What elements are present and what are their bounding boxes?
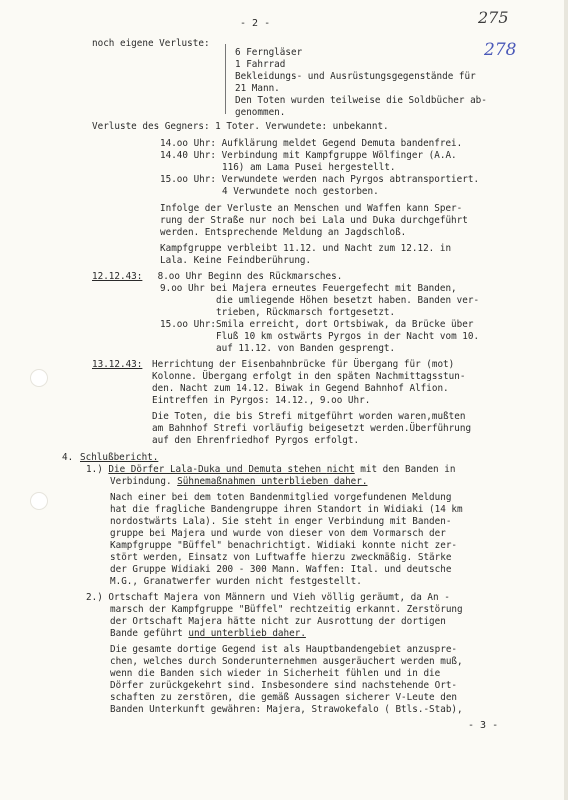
- date-heading: 13.12.43:: [92, 359, 143, 370]
- text-line: nordostwärts Lala). Sie steht in enger Verbindung mit Banden-: [110, 516, 452, 527]
- text-line: 6 Ferngläser: [235, 47, 303, 58]
- text-line: werden. Entsprechende Meldung an Jagdschloß.: [160, 227, 407, 238]
- text-line: 116) am Lama Pusei hergestellt.: [222, 162, 396, 173]
- text-line: Verbindung. Sühnemaßnahmen unterblieben daher.: [110, 476, 368, 487]
- text-line: Nach einer bei dem toten Bandenmitglied vorgefundenen Meldung: [110, 492, 452, 503]
- punch-hole: [30, 369, 48, 387]
- text-line: marsch der Kampfgruppe "Büffel" rechtzeitig erkannt. Zerstörung: [110, 604, 463, 615]
- section-number: 4.: [62, 452, 79, 463]
- text-line: auf 11.12. von Banden gesprengt.: [216, 343, 396, 354]
- text-line: wenn die Banden sich wieder in Sicherheit fühlen und in die: [110, 668, 441, 679]
- text-line: Verluste des Gegners: 1 Toter. Verwundete: unbekannt.: [92, 121, 389, 132]
- text-line: Infolge der Verluste an Menschen und Waffen kann Sper-: [160, 203, 463, 214]
- item-number: 2.) Ortschaft Majera von Männern und Vieh völlig geräumt, da An -: [86, 592, 450, 603]
- text-line: die umliegende Höhen besetzt haben. Banden ver-: [216, 295, 480, 306]
- date-heading: 12.12.43:: [92, 271, 143, 282]
- text-line: auf den Ehrenfriedhof Pyrgos erfolgt.: [152, 435, 360, 446]
- text-line: 8.oo Uhr Beginn des Rückmarsches.: [152, 271, 343, 282]
- archive-number-blue: 278: [484, 40, 517, 60]
- text-line: Bande geführt und unterblieb daher.: [110, 628, 306, 639]
- text-line: M.G., Granatwerfer wurden nicht festgestellt.: [110, 576, 362, 587]
- text-line: am Bahnhof Strefi vorläufig beigesetzt werden.Überführung: [152, 423, 472, 434]
- page-edge: [564, 0, 568, 800]
- page-number: - 2 -: [240, 18, 271, 29]
- text-line: schaften zu zerstören, die gemäß Aussagen sicherer V-Leute den: [110, 692, 458, 703]
- text-line: gruppe bei Majera und wurde von dieser von dem Vormarsch der: [110, 528, 446, 539]
- text-line: der Gruppe Widiaki 200 - 300 Mann. Waffen: Ital. und deutsche: [110, 564, 452, 575]
- archive-number-pencil: 275: [478, 8, 509, 27]
- text-line: Bekleidungs- und Ausrüstungsgegenstände für: [235, 71, 476, 82]
- text-line: 1 Fahrrad: [235, 59, 286, 70]
- punch-hole: [30, 492, 48, 510]
- item-number: 1.) Die Dörfer Lala-Duka und Demuta stehen nicht mit den Banden in: [86, 464, 456, 475]
- text-line: chen, welches durch Sonderunternehmen ausgeräuchert werden muß,: [110, 656, 463, 667]
- text-line: rung der Straße nur noch bei Lala und Duka durchgeführt: [160, 215, 468, 226]
- text-line: Dörfer zurückgekehrt sind. Insbesondere sind nachstehende Ort-: [110, 680, 458, 691]
- margin-bracket: [225, 44, 226, 114]
- text-line: Fluß 10 km ostwärts Pyrgos in der Nacht vom 10.: [216, 331, 480, 342]
- text-line: Banden Unterkunft gewähren: Majera, Strawokefalo ( Btls.-Stab),: [110, 704, 463, 715]
- text-line: 14.oo Uhr: Aufklärung meldet Gegend Demuta bandenfrei.: [160, 138, 463, 149]
- text-line: Lala. Keine Feindberührung.: [160, 255, 312, 266]
- text-line: Die Toten, die bis Strefi mitgeführt worden waren,mußten: [152, 411, 466, 422]
- text-line: 9.oo Uhr bei Majera erneutes Feuergefecht mit Banden,: [160, 283, 457, 294]
- text-line: hat die fragliche Bandengruppe ihren Standort in Widiaki (14 km: [110, 504, 463, 515]
- section-title: Schlußbericht.: [80, 452, 159, 463]
- text-line: Den Toten wurden teilweise die Soldbücher ab-: [235, 95, 487, 106]
- text-line: Eintreffen in Pyrgos: 14.12., 9.oo Uhr.: [152, 395, 371, 406]
- text-line: Kampfgruppe "Büffel" benachrichtigt. Widiaki konnte nicht zer-: [110, 540, 458, 551]
- text-line: Kampfgruppe verbleibt 11.12. und Nacht zum 12.12. in: [160, 243, 452, 254]
- text-line: genommen.: [235, 107, 286, 118]
- text-line: 14.40 Uhr: Verbindung mit Kampfgruppe Wölfinger (A.A.: [160, 150, 457, 161]
- text-line: Herrichtung der Eisenbahnbrücke für Übergang für (mot): [152, 359, 455, 370]
- text-line: noch eigene Verluste:: [92, 38, 210, 49]
- text-line: trieben, Rückmarsch fortgesetzt.: [216, 307, 396, 318]
- text-line: der Ortschaft Majera hätte nicht zur Ausrottung der dortigen: [110, 616, 446, 627]
- text-line: 15.oo Uhr: Verwundete werden nach Pyrgos abtransportiert.: [160, 174, 480, 185]
- text-line: 4 Verwundete noch gestorben.: [222, 186, 379, 197]
- text-line: den. Nacht zum 14.12. Biwak in Gegend Bahnhof Alfion.: [152, 383, 449, 394]
- text-line: Kolonne. Übergang erfolgt in den späten Nachmittagsstun-: [152, 371, 466, 382]
- text-line: 21 Mann.: [235, 83, 280, 94]
- text-line: stört werden, Einsatz von Luftwaffe hierzu zweckmäßig. Stärke: [110, 552, 452, 563]
- text-line: 15.oo Uhr:Smila erreicht, dort Ortsbiwak, da Brücke über: [160, 319, 474, 330]
- text-line: Die gesamte dortige Gegend ist als Hauptbandengebiet anzuspre-: [110, 644, 458, 655]
- next-page-number: - 3 -: [468, 720, 499, 731]
